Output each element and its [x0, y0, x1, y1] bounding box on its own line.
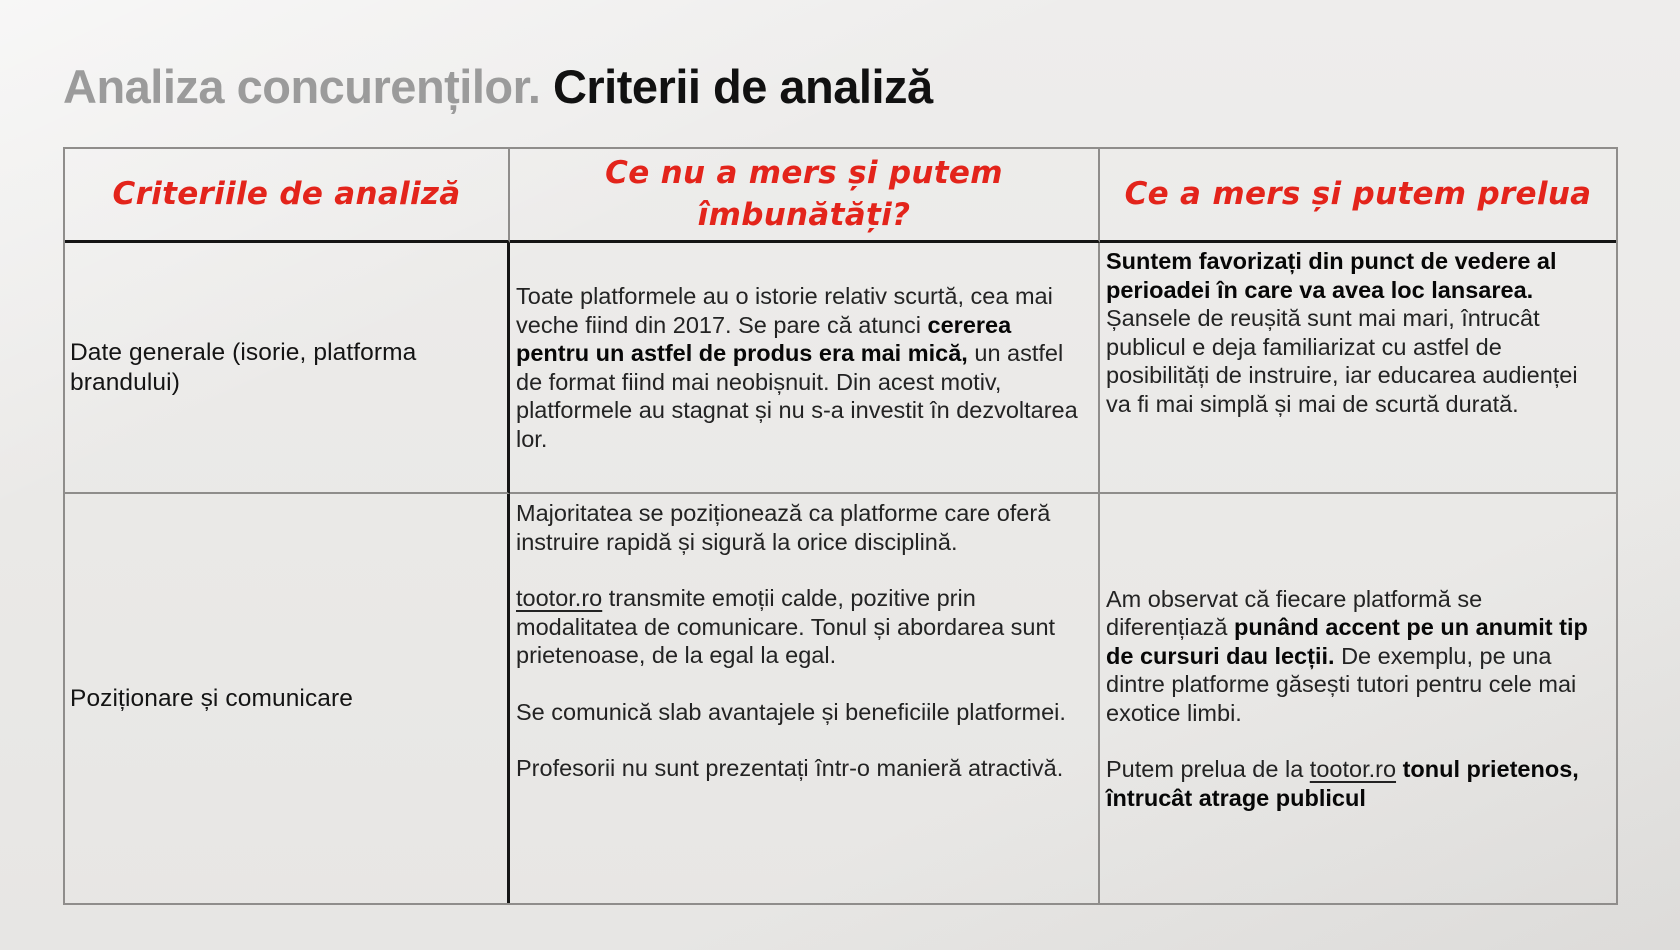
- inline-link[interactable]: tootor.ro: [1309, 756, 1397, 783]
- criteria-label-general-data: Date generale (isorie, platforma brandului): [70, 338, 417, 396]
- text-segment: tonul prietenos, întrucât atrage publicul: [1106, 756, 1579, 811]
- header-cell-what-did-not-work: [510, 149, 1100, 243]
- text-segment: Am observat că fiecare platformă se diferențiază: [1106, 585, 1483, 641]
- row-general-data-criteria-cell: [65, 243, 510, 494]
- paragraph: [516, 754, 1089, 783]
- text-segment: Putem prelua de la: [1106, 756, 1310, 783]
- paragraph: [516, 584, 1089, 670]
- inline-link[interactable]: tootor.ro: [516, 585, 603, 611]
- analysis-table: [63, 147, 1618, 905]
- paragraph: [1106, 247, 1607, 418]
- header-cell-criteria: [65, 149, 510, 243]
- text-segment: cererea pentru un astfel de produs era mai mică,: [516, 311, 1012, 366]
- text-segment: Majoritatea se poziționează ca platforme care oferă instruire rapidă și sigură la orice disciplină.: [516, 500, 1051, 555]
- header-label-criteria: Criteriile de analiză: [112, 175, 461, 212]
- header-label-what-worked: Ce a mers și putem prelua: [1124, 175, 1592, 212]
- page-title-gray-part: Analiza concurenților.: [63, 60, 553, 114]
- paragraph: [1106, 755, 1607, 812]
- paragraph: [516, 698, 1089, 727]
- text-segment: Toate platformele au o istorie relativ scurtă, cea mai veche fiind din 2017. Se pare că atunci: [516, 283, 1053, 338]
- text-segment: Profesorii nu sunt prezentați într-o manieră atractivă.: [516, 755, 1064, 781]
- text-segment: transmite emoții calde, pozitive prin modalitatea de comunicare. Tonul și abordarea sunt prietenoase, de la egal la egal.: [516, 585, 1056, 668]
- header-cell-what-worked: [1100, 149, 1616, 243]
- text-segment: un astfel de format fiind mai neobișnuit. Din acest motiv, platformele au stagnat și nu s-a investit în dezvoltarea lor.: [516, 340, 1078, 452]
- page-title: [63, 61, 933, 113]
- page-title-black-part: Criterii de analiză: [552, 60, 933, 114]
- row-positioning-good-cell: [1100, 494, 1616, 903]
- header-label-what-did-not-work: Ce nu a mers și putem îmbunătăți?: [605, 154, 1003, 233]
- criteria-label-positioning: Poziționare și comunicare: [70, 684, 354, 712]
- text-segment: De exemplu, pe una dintre platforme găsești tutori pentru cele mai exotice limbi.: [1106, 642, 1577, 726]
- text-segment: Șansele de reușită sunt mai mari, întrucât publicul e deja familiarizat cu astfel de posibilități de instruire, iar educarea audienței va fi mai simplă și mai de scurtă durată.: [1106, 305, 1578, 417]
- paragraph: [516, 499, 1089, 556]
- row-positioning-bad-cell: [510, 494, 1100, 903]
- row-general-data-good-cell: [1100, 243, 1616, 494]
- row-general-data-bad-cell: [510, 243, 1100, 494]
- paragraph: [1106, 585, 1607, 728]
- paragraph: [516, 282, 1089, 453]
- text-segment: Suntem favorizați din punct de vedere al perioadei în care va avea loc lansarea.: [1106, 248, 1557, 303]
- row-positioning-criteria-cell: [65, 494, 510, 903]
- text-segment: punând accent pe un anumit tip de cursuri dau lecții.: [1106, 614, 1588, 669]
- text-segment: Se comunică slab avantajele și beneficiile platformei.: [516, 698, 1066, 725]
